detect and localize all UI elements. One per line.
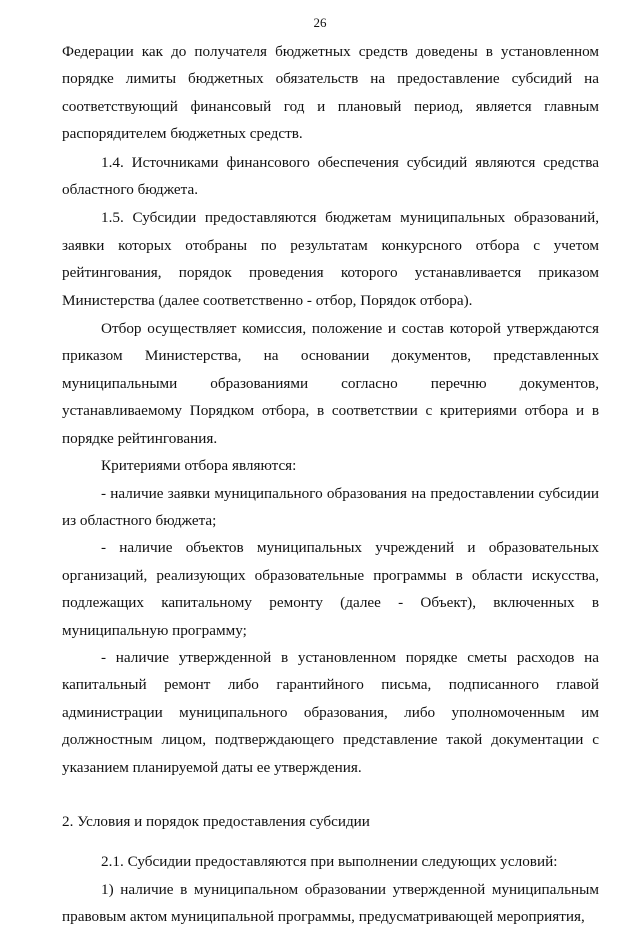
paragraph-continuation: Федерации как до получателя бюджетных средств доведены в установленном порядке лимиты бюджетных обязательств на предоставление субсидий на соответствующий финансовый год и плановый период, является главным распорядителем бюджетных средств. — [62, 43, 599, 143]
document-body — [62, 38, 599, 931]
criteria-item-objects: - наличие объектов муниципальных учреждений и образовательных организаций, реализующих образовательные программы в области искусства, подлежащих капитальному ремонту (далее - Объект), включенных в муниципальную программу; — [62, 539, 599, 639]
paragraph-1-4: 1.4. Источниками финансового обеспечения субсидий являются средства областного бюджета. — [62, 153, 599, 199]
paragraph-2-1: 2.1. Субсидии предоставляются при выполнении следующих условий: — [101, 853, 558, 871]
section-heading: 2. Условия и порядок предоставления субсидии — [62, 812, 370, 830]
criteria-item-estimate: - наличие утвержденной в установленном порядке сметы расходов на капитальный ремонт либо гарантийного письма, подписанного главой администрации муниципального образования, либо уполномоченным им должностным лицом, подтверждающего представление такой документации с указанием планируемой даты ее утверждения. — [62, 648, 599, 776]
paragraph-selection-commission: Отбор осуществляет комиссия, положение и состав которой утверждаются приказом Министерства, на основании документов, представленных муниципальными образованиями согласно перечню документов, устанавливаемому Порядком отбора, в соответствии с критериями отбора и в порядке рейтингования. — [62, 320, 599, 447]
paragraph-criteria-intro: Критериями отбора являются: — [101, 457, 297, 475]
paragraph-1-5: 1.5. Субсидии предоставляются бюджетам муниципальных образований, заявки которых отобраны по результатам конкурсного отбора с учетом рейтингования, порядок проведения которого устанавливается приказом Министерства (далее соответственно - отбор, Порядок отбора). — [62, 209, 599, 309]
criteria-item-application: - наличие заявки муниципального образования на предоставлении субсидии из областного бюджета; — [62, 484, 599, 529]
condition-item-1: 1) наличие в муниципальном образовании утвержденной муниципальным правовым актом муниципальной программы, предусматривающей мероприятия, — [62, 880, 599, 926]
page-number: 26 — [313, 15, 327, 30]
